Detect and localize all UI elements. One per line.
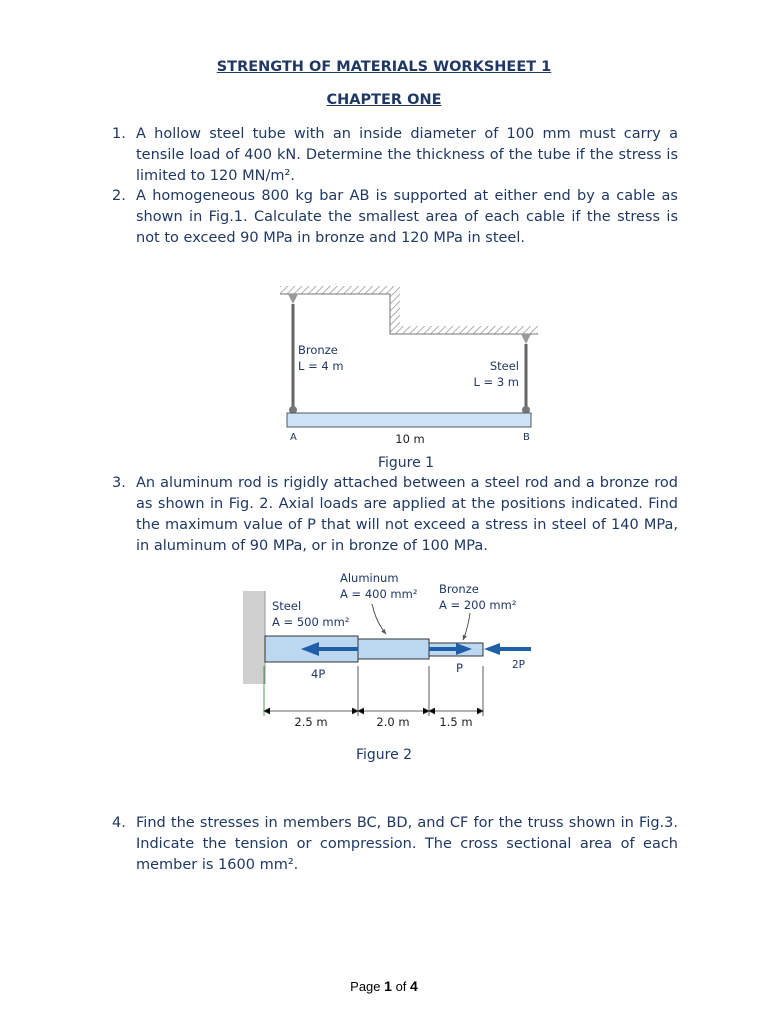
bronze-label: Bronze <box>439 582 479 596</box>
figure-1-caption: Figure 1 <box>377 455 435 471</box>
question-text: Find the stresses in members BC, BD, and CF for the truss shown in Fig.3. Indicate the tension or compression. The cross sectional area of each member is 1600 mm². <box>136 815 678 873</box>
point-b-label: B <box>523 432 530 443</box>
steel-anchor <box>521 334 531 344</box>
steel-length: L = 3 m <box>473 375 519 389</box>
page-footer <box>0 978 768 994</box>
page-word: Page <box>350 979 381 994</box>
steel-label: Steel <box>272 599 302 613</box>
load-4p-label: 4P <box>311 667 326 681</box>
page-of: of <box>395 979 407 994</box>
ceiling-support <box>280 286 538 334</box>
question-number: 2. <box>112 188 126 204</box>
aluminum-label: Aluminum <box>340 571 399 585</box>
point-a-label: A <box>290 432 297 443</box>
aluminum-area: A = 400 mm² <box>340 587 418 601</box>
worksheet-title: STRENGTH OF MATERIALS WORKSHEET 1 <box>216 59 552 75</box>
bronze-leader <box>463 613 470 640</box>
span-label: 10 m <box>395 432 425 446</box>
question-number: 3. <box>112 475 126 491</box>
steel-label: Steel <box>489 359 519 373</box>
dim-steel-label: 2.5 m <box>294 715 328 729</box>
bronze-area: A = 200 mm² <box>439 598 517 612</box>
bar-ab <box>287 413 531 427</box>
question-text: A hollow steel tube with an inside diameter of 100 mm must carry a tensile load of 400 kN. Determine the thickness of the tube if the stress is limited to 120 MN/m². <box>136 126 678 184</box>
chapter-title: CHAPTER ONE <box>326 92 442 108</box>
dim-bronze-label: 1.5 m <box>439 715 473 729</box>
load-2p-label: 2P <box>512 659 526 671</box>
bronze-length: L = 4 m <box>298 359 344 373</box>
load-p-label: P <box>456 661 463 675</box>
dim-aluminum-label: 2.0 m <box>376 715 410 729</box>
aluminum-rod <box>358 639 429 659</box>
load-2p-arrow-icon <box>484 643 531 655</box>
question-number: 1. <box>112 126 126 142</box>
bronze-label: Bronze <box>298 343 338 357</box>
question-3 <box>112 473 678 557</box>
fixed-wall <box>243 591 265 684</box>
question-4 <box>112 813 678 876</box>
question-1 <box>112 124 678 187</box>
figure-2-caption: Figure 2 <box>355 747 413 763</box>
bronze-anchor <box>288 294 298 304</box>
figure-1-diagram <box>270 282 550 452</box>
question-2 <box>112 186 678 249</box>
aluminum-leader <box>372 604 386 634</box>
question-number: 4. <box>112 815 126 831</box>
question-text: An aluminum rod is rigidly attached between a steel rod and a bronze rod as shown in Fig. 2. Axial loads are applied at the positions indicated. Find the maximum value of P that will not exceed a stress in steel of 140 MPa, in aluminum of 90 MPa, or in bronze of 100 MPa. <box>136 475 678 554</box>
page-current: 1 <box>384 978 392 994</box>
steel-area: A = 500 mm² <box>272 615 350 629</box>
question-text: A homogeneous 800 kg bar AB is supported at either end by a cable as shown in Fig.1. Calculate the smallest area of each cable if the stress is not to exceed 90 MPa in bronze and 120 MPa in steel. <box>136 188 678 246</box>
figure-2-diagram <box>236 566 536 736</box>
page-total: 4 <box>410 978 418 994</box>
